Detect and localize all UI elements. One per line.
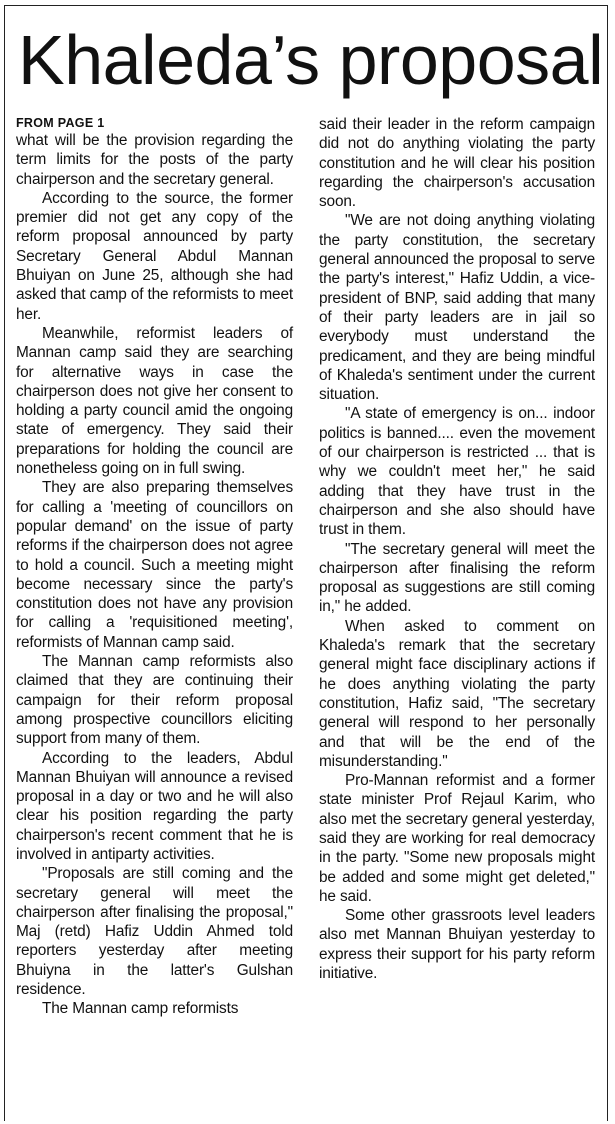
continued-from-label: FROM PAGE 1	[16, 116, 105, 130]
paragraph: They are also preparing themselves for calling a 'meeting of councillors on popular demand' on the issue of party reforms if the chairperson does not agree to hold a council. Such a meeting might become necessary since the party's constitution does not have any provision for calling a 'requisitioned meeting', reformists of Mannan camp said.	[16, 479, 293, 651]
paragraph: "A state of emergency is on... indoor politics is banned.... even the movement of our chairperson is restricted ... that is why we couldn't meet her," he said adding that they have trust in the chairperson and she also should have trust in them.	[319, 405, 595, 539]
paragraph: Pro-Mannan reformist and a former state minister Prof Rejaul Karim, who also met the secretary general yesterday, said they are working for real democracy in the party. "Some new proposals might be added and some might get deleted," he said.	[319, 772, 595, 905]
paragraph: Meanwhile, reformist leaders of Mannan camp said they are searching for alternative ways in case the chairperson does not give her consent to holding a party council amid the ongoing state of emergency. They said their preparations for holding the council are nonetheless going on in full swing.	[16, 324, 293, 478]
paragraph: When asked to comment on Khaleda's remark that the secretary general might face disciplinary actions if he does anything violating the party constitution, Hafiz said, "The secretary general will respond to her personally and that will be the end of the misunderstanding."	[319, 617, 595, 770]
paragraph: what will be the provision regarding the term limits for the posts of the party chairperson and the secretary general.	[16, 132, 293, 188]
paragraph: said their leader in the reform campaign did not do anything violating the party constitution and he will clear his position regarding the chairperson's accusation soon.	[319, 116, 595, 211]
paragraph: "The secretary general will meet the chairperson after finalising the reform proposal as suggestions are still coming in," he added.	[319, 540, 595, 616]
paragraph: The Mannan camp reformists also claimed that they are continuing their campaign for their reform proposal among prospective councillors eliciting support from many of them.	[16, 653, 293, 748]
paragraph: "We are not doing anything violating the party constitution, the secretary general announced the proposal to serve the party's interest," Hafiz Uddin, a vice-president of BNP, said adding that many of their party leaders are in jail so everybody must understand the predicament, and they are being mindful of Khaleda's sentiment under the current situation.	[319, 212, 595, 404]
paragraph: According to the leaders, Abdul Mannan Bhuiyan will announce a revised proposal in a day or two and he will also clear his position regarding the party chairperson's recent comment that he is involved in antiparty activities.	[16, 749, 293, 863]
article-column-1	[16, 116, 293, 1019]
paragraph: Some other grassroots level leaders also met Mannan Bhuiyan yesterday to express their support for his party reform initiative.	[319, 907, 595, 983]
paragraph: According to the source, the former premier did not get any copy of the reform proposal announced by party Secretary General Abdul Mannan Bhuiyan on June 25, although she had asked that camp of the reformists to meet her.	[16, 189, 293, 323]
headline: Khaleda’s proposal	[18, 21, 604, 99]
paragraph: "Proposals are still coming and the secretary general will meet the chairperson after finalising the proposal," Maj (retd) Hafiz Uddin Ahmed told reporters yesterday after meeting Bhuiyna in the latter's Gulshan residence.	[16, 865, 293, 999]
paragraph: The Mannan camp reformists	[42, 1000, 239, 1018]
article-column-2	[319, 115, 595, 983]
